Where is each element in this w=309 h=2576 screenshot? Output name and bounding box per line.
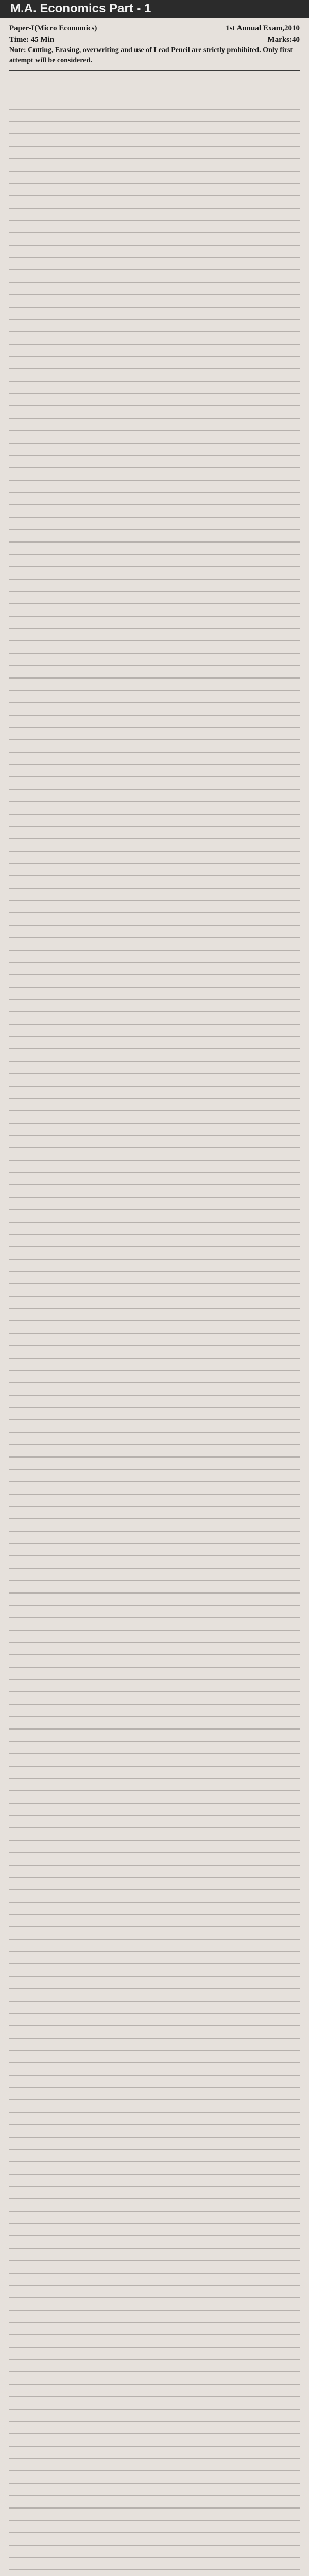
exam-title: M.A. Economics Part - 1	[0, 0, 309, 18]
exam-session: 1st Annual Exam,2010	[226, 24, 300, 32]
question-text-illegible	[9, 103, 300, 2576]
instructions-note: Note: Cutting, Erasing, overwriting and use of Lead Pencil are strictly prohibited. Only first attempt will be considered.	[9, 46, 293, 64]
total-marks: Marks:40	[267, 36, 300, 44]
paper-name: Paper-I(Micro Economics)	[9, 24, 97, 32]
time-allowed: Time: 45 Min	[9, 36, 55, 44]
exam-header	[0, 18, 309, 66]
header-divider	[9, 70, 300, 71]
